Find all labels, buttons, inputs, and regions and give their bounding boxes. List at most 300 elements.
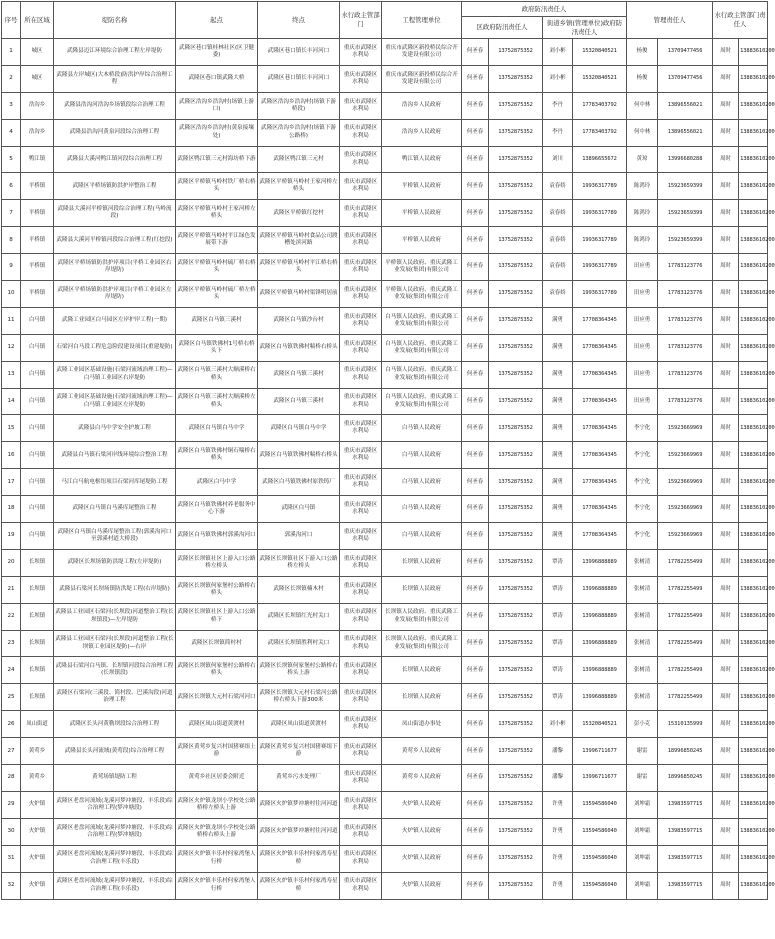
cell-end: 武隆区鸭江镇三元村 <box>258 146 340 173</box>
cell-start: 武隆区火炉镇龙坝小学校处公路桥桥左桥头上游 <box>176 791 258 818</box>
cell-street-name: 刘小彬 <box>543 39 573 66</box>
cell-water-resp-name: 周时 <box>713 791 739 818</box>
cell-county: 长坝镇 <box>21 657 54 684</box>
cell-water-resp-phone: 13883610200 <box>739 576 768 603</box>
cell-water-resp-phone: 13883610200 <box>739 307 768 334</box>
table-header <box>2 2 768 39</box>
table-row <box>2 630 768 657</box>
cell-street-phone: 13594586040 <box>573 845 627 872</box>
cell-end: 武隆区平桥镇红挖村 <box>258 200 340 227</box>
cell-county: 白马镇 <box>21 361 54 388</box>
cell-mgmt-unit: 长坝镇人民政府、重庆武隆工业发展(集团)有限公司 <box>382 603 462 630</box>
cell-seq: 16 <box>2 442 21 469</box>
cell-street-phone: 19936317789 <box>573 281 627 308</box>
cell-seq: 13 <box>2 361 21 388</box>
cell-manager-name: 张树清 <box>627 549 658 576</box>
cell-end: 武隆区白马镇铁佛村喘桥右桥头 <box>258 334 340 361</box>
cell-district-name: 何圣春 <box>462 549 489 576</box>
table-row <box>2 146 768 173</box>
cell-district-phone: 13752875352 <box>489 334 543 361</box>
cell-water-resp-name: 周时 <box>713 227 739 254</box>
table-row <box>2 496 768 523</box>
cell-start: 武隆区长坝镇简村村 <box>176 630 258 657</box>
table-row <box>2 603 768 630</box>
cell-water-resp-phone: 13883610200 <box>739 39 768 66</box>
cell-name: 武隆区长头河黄勒坝段综合治理工程 <box>54 711 176 738</box>
cell-start: 武隆区凤山街道黄渡村 <box>176 711 258 738</box>
cell-county: 浩沟乡 <box>21 92 54 119</box>
cell-county: 白马镇 <box>21 442 54 469</box>
cell-seq: 18 <box>2 496 21 523</box>
cell-start: 武隆区火炉镇丰乐村何家湾堡人行桥 <box>176 845 258 872</box>
table-row <box>2 523 768 550</box>
cell-county: 长坝镇 <box>21 576 54 603</box>
cell-district-phone: 13752875352 <box>489 684 543 711</box>
table-row <box>2 227 768 254</box>
cell-water-resp-name: 周时 <box>713 496 739 523</box>
cell-mgmt-unit: 白马镇人民政府、重庆武隆工业发展(集团)有限公司 <box>382 307 462 334</box>
cell-seq: 30 <box>2 818 21 845</box>
header-start: 起点 <box>176 2 258 39</box>
cell-county: 火炉镇 <box>21 872 54 899</box>
cell-district-name: 何圣春 <box>462 200 489 227</box>
cell-name: 武隆县石梁河白马镇、长坝镇河段综合治理工程(长坝镇段) <box>54 657 176 684</box>
cell-start: 武隆区平桥镇马岭村硫厂桥右桥头 <box>176 254 258 281</box>
cell-seq: 9 <box>2 254 21 281</box>
cell-street-phone: 13996711677 <box>573 765 627 792</box>
cell-mgmt-unit: 浩沟乡人民政府 <box>382 92 462 119</box>
cell-water-resp-name: 周时 <box>713 845 739 872</box>
cell-water-resp-phone: 13883610200 <box>739 523 768 550</box>
cell-manager-name: 杨俊 <box>627 65 658 92</box>
cell-water-resp-name: 周时 <box>713 254 739 281</box>
cell-water-resp-phone: 13883610200 <box>739 603 768 630</box>
cell-water-dept: 重庆市武隆区水利局 <box>340 65 382 92</box>
cell-water-resp-phone: 13883610200 <box>739 173 768 200</box>
cell-district-name: 何圣春 <box>462 603 489 630</box>
cell-district-name: 何圣春 <box>462 92 489 119</box>
cell-county: 白马镇 <box>21 334 54 361</box>
cell-water-resp-phone: 13883610200 <box>739 630 768 657</box>
cell-street-phone: 19936317789 <box>573 200 627 227</box>
cell-manager-name: 刘坤霜 <box>627 818 658 845</box>
cell-street-name: 许勇 <box>543 791 573 818</box>
cell-district-phone: 13752875352 <box>489 657 543 684</box>
cell-name: 武隆县白马中学安全护坡工程 <box>54 415 176 442</box>
cell-seq: 32 <box>2 872 21 899</box>
cell-county: 长坝镇 <box>21 684 54 711</box>
cell-water-resp-name: 周时 <box>713 415 739 442</box>
cell-end: 武隆区火炉镇梦冲塘村往河河道 <box>258 791 340 818</box>
cell-name: 武隆区石梁河(三溪段、简村段、巴溪沟段)河道治理工程 <box>54 684 176 711</box>
cell-start: 武隆区白马镇三溪村 <box>176 307 258 334</box>
cell-street-name: 潘黎 <box>543 738 573 765</box>
cell-county: 平桥镇 <box>21 281 54 308</box>
cell-water-resp-name: 周时 <box>713 92 739 119</box>
cell-seq: 22 <box>2 603 21 630</box>
cell-name: 武隆县浩沟河浩沟乡场镇段综合治理工程 <box>54 92 176 119</box>
cell-end: 武隆区平桥镇马岭村平江桥右桥头 <box>258 254 340 281</box>
cell-manager-name: 黄琼 <box>627 146 658 173</box>
cell-manager-phone: 17782255499 <box>658 603 713 630</box>
cell-district-phone: 13752875352 <box>489 442 543 469</box>
cell-county: 浩沟乡 <box>21 119 54 146</box>
cell-water-resp-name: 周时 <box>713 711 739 738</box>
cell-manager-name: 田应勇 <box>627 361 658 388</box>
cell-water-dept: 重庆市武隆区水利局 <box>340 39 382 66</box>
cell-street-phone: 17708364345 <box>573 388 627 415</box>
cell-street-name: 覃涛 <box>543 630 573 657</box>
cell-county: 白马镇 <box>21 523 54 550</box>
cell-street-name: 刘小彬 <box>543 65 573 92</box>
cell-water-resp-phone: 13883610200 <box>739 442 768 469</box>
cell-water-dept: 重庆市武隆区水利局 <box>340 254 382 281</box>
cell-water-dept: 重庆市武隆区水利局 <box>340 523 382 550</box>
cell-manager-name: 谢雷 <box>627 738 658 765</box>
cell-mgmt-unit: 凤山街道办事处 <box>382 711 462 738</box>
cell-district-name: 何圣春 <box>462 415 489 442</box>
cell-district-phone: 13752875352 <box>489 254 543 281</box>
cell-street-phone: 17708364345 <box>573 415 627 442</box>
cell-start: 武隆区平桥镇马岭村硫厂桥左桥头 <box>176 281 258 308</box>
cell-street-name: 袁春娇 <box>543 173 573 200</box>
cell-water-dept: 重庆市武隆区水利局 <box>340 872 382 899</box>
cell-district-phone: 13752875352 <box>489 845 543 872</box>
cell-district-name: 何圣春 <box>462 173 489 200</box>
cell-water-dept: 重庆市武隆区水利局 <box>340 469 382 496</box>
cell-water-dept: 重庆市武隆区水利局 <box>340 442 382 469</box>
cell-water-resp-phone: 13883610200 <box>739 281 768 308</box>
cell-district-name: 何圣春 <box>462 146 489 173</box>
cell-street-name: 覃涛 <box>543 684 573 711</box>
cell-manager-name: 李宁化 <box>627 415 658 442</box>
cell-name: 武隆县左岸城区(大木桥段)防洪护岸综合治理工程 <box>54 65 176 92</box>
cell-street-name: 潘黎 <box>543 765 573 792</box>
cell-manager-name: 张树清 <box>627 576 658 603</box>
cell-start: 黄莺乡社区居委会附近 <box>176 765 258 792</box>
cell-water-dept: 重庆市武隆区水利局 <box>340 119 382 146</box>
cell-name: 马江白马航电枢纽项目石梁河库尾堤防工程 <box>54 469 176 496</box>
cell-district-phone: 13752875352 <box>489 523 543 550</box>
cell-start: 武隆区火炉镇龙坝小学校处公路桥桥右桥头上游 <box>176 818 258 845</box>
cell-start: 武隆区长坝镇社区上游入口公路桥左桥头 <box>176 549 258 576</box>
cell-water-resp-name: 周时 <box>713 469 739 496</box>
cell-name: 武隆区长坝场镇防洪堤工程(左岸堤防) <box>54 549 176 576</box>
table-row <box>2 415 768 442</box>
table-row <box>2 173 768 200</box>
table-row <box>2 334 768 361</box>
cell-district-phone: 13752875352 <box>489 39 543 66</box>
cell-end: 武隆区白马镇铁佛村原铁铸厂 <box>258 469 340 496</box>
cell-district-phone: 13752875352 <box>489 738 543 765</box>
cell-seq: 15 <box>2 415 21 442</box>
cell-district-name: 何圣春 <box>462 523 489 550</box>
cell-water-dept: 重庆市武隆区水利局 <box>340 415 382 442</box>
cell-seq: 4 <box>2 119 21 146</box>
cell-manager-name: 张树清 <box>627 630 658 657</box>
cell-end: 武隆区长坝镇大元村石梁河公路桥右桥头下游300米 <box>258 684 340 711</box>
cell-street-phone: 17708364345 <box>573 307 627 334</box>
cell-end: 武隆区黄莺乡复兴村国猪赛组下游 <box>258 738 340 765</box>
cell-seq: 6 <box>2 173 21 200</box>
cell-start: 武隆区白马镇铁佛村养老服务中心下游 <box>176 496 258 523</box>
cell-end: 武隆区浩沟乡浩沟村(场镇下游公路桥) <box>258 119 340 146</box>
cell-seq: 5 <box>2 146 21 173</box>
cell-manager-phone: 17782255499 <box>658 657 713 684</box>
cell-manager-name: 李宁化 <box>627 523 658 550</box>
cell-manager-name: 田应勇 <box>627 307 658 334</box>
cell-manager-name: 刘坤霜 <box>627 791 658 818</box>
cell-manager-phone: 15923659399 <box>658 173 713 200</box>
table-row <box>2 65 768 92</box>
cell-district-name: 何圣春 <box>462 227 489 254</box>
cell-water-dept: 重庆市武隆区水利局 <box>340 845 382 872</box>
cell-water-resp-name: 周时 <box>713 442 739 469</box>
cell-mgmt-unit: 火炉镇人民政府 <box>382 872 462 899</box>
cell-manager-name: 田应勇 <box>627 281 658 308</box>
cell-manager-phone: 15923659399 <box>658 200 713 227</box>
table-row <box>2 549 768 576</box>
cell-name: 武隆区白马镇白马溪库尾整治工程 <box>54 496 176 523</box>
cell-mgmt-unit: 平桥镇人民政府 <box>382 227 462 254</box>
cell-mgmt-unit: 黄莺乡人民政府 <box>382 765 462 792</box>
cell-end: 武隆区凤山街道黄渡村 <box>258 711 340 738</box>
cell-water-resp-phone: 13883610200 <box>739 738 768 765</box>
cell-end: 武隆区平桥镇马岭村食品公司渡槽处滨河路 <box>258 227 340 254</box>
cell-mgmt-unit: 白马镇人民政府、重庆武隆工业发展(集团)有限公司 <box>382 334 462 361</box>
cell-manager-phone: 15923669969 <box>658 415 713 442</box>
cell-water-resp-phone: 13883610200 <box>739 872 768 899</box>
cell-name: 武隆工业园区白马园区左岸护岸工程(一期) <box>54 307 176 334</box>
cell-water-resp-phone: 13883610200 <box>739 791 768 818</box>
levee-responsibility-table <box>1 1 775 900</box>
cell-street-phone: 15320840521 <box>573 39 627 66</box>
cell-end: 武隆区白马镇 <box>258 496 340 523</box>
cell-county: 平桥镇 <box>21 254 54 281</box>
cell-district-name: 何圣春 <box>462 496 489 523</box>
header-mgmt-unit: 工程管理单位 <box>382 2 462 39</box>
cell-district-name: 何圣春 <box>462 818 489 845</box>
cell-water-dept: 重庆市武隆区水利局 <box>340 684 382 711</box>
cell-manager-phone: 15923669969 <box>658 496 713 523</box>
cell-street-name: 李丹 <box>543 92 573 119</box>
cell-manager-name: 陈鸿玲 <box>627 173 658 200</box>
cell-end: 武隆区白马镇三溪村 <box>258 361 340 388</box>
cell-county: 黄莺乡 <box>21 765 54 792</box>
cell-water-dept: 重庆市武隆区水利局 <box>340 738 382 765</box>
cell-water-dept: 重庆市武隆区水利局 <box>340 173 382 200</box>
cell-street-phone: 19936317789 <box>573 254 627 281</box>
cell-water-resp-phone: 13883610200 <box>739 469 768 496</box>
cell-manager-phone: 13709477456 <box>658 39 713 66</box>
cell-mgmt-unit: 长坝镇人民政府 <box>382 657 462 684</box>
cell-water-dept: 重庆市武隆区水利局 <box>340 576 382 603</box>
cell-name: 武隆县工业园区石梁河(长坝段)河道整治工程(长坝镇工业园区堤防)—右岸 <box>54 630 176 657</box>
cell-water-resp-name: 周时 <box>713 146 739 173</box>
cell-manager-phone: 17783123776 <box>658 388 713 415</box>
cell-street-phone: 13996888889 <box>573 549 627 576</box>
cell-water-dept: 重庆市武隆区水利局 <box>340 549 382 576</box>
cell-end: 武隆区长坝镇何家堡村公路桥右桥头上游 <box>258 657 340 684</box>
cell-start: 武隆区浩沟乡浩沟村(场镇上游口) <box>176 92 258 119</box>
cell-mgmt-unit: 长坝镇人民政府 <box>382 684 462 711</box>
cell-start: 武隆区鸭江镇三元村海坊桥下游 <box>176 146 258 173</box>
cell-district-phone: 13752875352 <box>489 146 543 173</box>
table-row <box>2 92 768 119</box>
cell-street-name: 刘川 <box>543 146 573 173</box>
cell-start: 武隆区长坝镇何家堡村公路桥右桥头 <box>176 657 258 684</box>
cell-end: 武隆区白马镇铁佛村喘桥右桥头 <box>258 442 340 469</box>
cell-seq: 24 <box>2 657 21 684</box>
cell-street-phone: 17783403792 <box>573 119 627 146</box>
cell-street-name: 覃涛 <box>543 549 573 576</box>
cell-water-resp-phone: 13883610200 <box>739 549 768 576</box>
cell-seq: 12 <box>2 334 21 361</box>
cell-district-phone: 13752875352 <box>489 630 543 657</box>
cell-water-dept: 重庆市武隆区水利局 <box>340 603 382 630</box>
cell-district-name: 何圣春 <box>462 711 489 738</box>
cell-water-resp-phone: 13883610200 <box>739 227 768 254</box>
cell-name: 黄莺场镇堤防工程 <box>54 765 176 792</box>
cell-manager-phone: 13983597715 <box>658 791 713 818</box>
cell-water-resp-phone: 13883610200 <box>739 496 768 523</box>
cell-manager-phone: 17782255499 <box>658 630 713 657</box>
cell-street-name: 满勇 <box>543 388 573 415</box>
cell-street-name: 满勇 <box>543 415 573 442</box>
cell-water-dept: 重庆市武隆区水利局 <box>340 791 382 818</box>
cell-street-phone: 17708364345 <box>573 334 627 361</box>
cell-start: 武隆区浩沟乡浩沟村(黄泉接壤处) <box>176 119 258 146</box>
cell-name: 武隆县工业园区石梁河(长坝段)河道整治工程(长坝镇段)—左岸堤防 <box>54 603 176 630</box>
cell-mgmt-unit: 火炉镇人民政府 <box>382 791 462 818</box>
cell-name: 武隆县大溪河鸭江镇河段综合治理工程 <box>54 146 176 173</box>
cell-water-resp-name: 周时 <box>713 684 739 711</box>
header-end: 终点 <box>258 2 340 39</box>
cell-water-resp-phone: 13883610200 <box>739 765 768 792</box>
cell-name: 石梁河白马段工程危急险段建设项目(重建堤防) <box>54 334 176 361</box>
cell-name: 武隆区老盘河流域(龙溪河梦冲塘段、丰乐段)综合治理工程(梦冲塘段) <box>54 818 176 845</box>
cell-district-phone: 13752875352 <box>489 818 543 845</box>
cell-district-name: 何圣春 <box>462 765 489 792</box>
cell-manager-name: 田应勇 <box>627 334 658 361</box>
cell-end: 武隆区白马镇沙台村 <box>258 307 340 334</box>
cell-start: 武隆区平桥镇马岭村王家河桥左桥头 <box>176 200 258 227</box>
table-row <box>2 200 768 227</box>
cell-manager-name: 张树清 <box>627 657 658 684</box>
cell-water-dept: 重庆市武隆区水利局 <box>340 361 382 388</box>
cell-end: 武隆区长坝镇红光村关口 <box>258 603 340 630</box>
cell-manager-phone: 15923669969 <box>658 469 713 496</box>
cell-water-resp-phone: 13883610200 <box>739 200 768 227</box>
header-seq: 序号 <box>2 2 21 39</box>
cell-start: 武隆区长坝镇何家堡村公路桥右桥头 <box>176 576 258 603</box>
header-water-resp: 水行政主管部门责任人 <box>713 2 768 39</box>
cell-water-resp-name: 周时 <box>713 818 739 845</box>
header-name: 堤防名称 <box>54 2 176 39</box>
cell-district-phone: 13752875352 <box>489 576 543 603</box>
cell-county: 白马镇 <box>21 307 54 334</box>
cell-county: 白马镇 <box>21 469 54 496</box>
cell-district-phone: 13752875352 <box>489 791 543 818</box>
cell-county: 白马镇 <box>21 415 54 442</box>
cell-water-dept: 重庆市武隆区水利局 <box>340 92 382 119</box>
cell-mgmt-unit: 白马镇人民政府 <box>382 415 462 442</box>
cell-street-name: 李丹 <box>543 119 573 146</box>
cell-manager-phone: 13983597715 <box>658 872 713 899</box>
cell-seq: 11 <box>2 307 21 334</box>
cell-start: 武隆区巷口镇武隆大桥 <box>176 65 258 92</box>
table-row <box>2 657 768 684</box>
cell-manager-phone: 13709477456 <box>658 65 713 92</box>
cell-district-name: 何圣春 <box>462 334 489 361</box>
cell-water-resp-phone: 13883610200 <box>739 415 768 442</box>
cell-seq: 19 <box>2 523 21 550</box>
cell-end: 武隆区平桥镇马岭村渠锋明居前 <box>258 281 340 308</box>
cell-manager-phone: 17783123776 <box>658 281 713 308</box>
cell-district-phone: 13752875352 <box>489 65 543 92</box>
cell-manager-phone: 13996680288 <box>658 146 713 173</box>
cell-district-phone: 13752875352 <box>489 361 543 388</box>
table-row <box>2 254 768 281</box>
cell-water-resp-name: 周时 <box>713 738 739 765</box>
cell-start: 武隆区白马中学 <box>176 469 258 496</box>
cell-district-phone: 13752875352 <box>489 388 543 415</box>
cell-street-name: 满勇 <box>543 469 573 496</box>
cell-district-phone: 13752875352 <box>489 765 543 792</box>
cell-street-name: 袁春娇 <box>543 200 573 227</box>
cell-district-name: 何圣春 <box>462 388 489 415</box>
table-row <box>2 281 768 308</box>
cell-manager-phone: 17782255499 <box>658 549 713 576</box>
cell-mgmt-unit: 长坝镇人民政府、重庆武隆工业发展(集团)有限公司 <box>382 630 462 657</box>
cell-end: 武隆区浩沟乡浩沟村(场镇下游桥段) <box>258 92 340 119</box>
cell-street-name: 覃涛 <box>543 657 573 684</box>
cell-water-resp-name: 周时 <box>713 281 739 308</box>
cell-street-phone: 13594586040 <box>573 791 627 818</box>
cell-water-resp-name: 周时 <box>713 388 739 415</box>
cell-end: 郭溪沟河口 <box>258 523 340 550</box>
cell-county: 长坝镇 <box>21 630 54 657</box>
table-row <box>2 684 768 711</box>
cell-mgmt-unit: 鸭江镇人民政府 <box>382 146 462 173</box>
cell-seq: 14 <box>2 388 21 415</box>
cell-name: 武隆区平桥场镇防洪护岸项目(平桥工业园区右岸堤防) <box>54 254 176 281</box>
cell-county: 平桥镇 <box>21 227 54 254</box>
cell-street-name: 许勇 <box>543 818 573 845</box>
cell-seq: 8 <box>2 227 21 254</box>
cell-manager-name: 何中林 <box>627 119 658 146</box>
cell-start: 武隆区白马镇铁佛村1号桥右桥头下 <box>176 334 258 361</box>
cell-county: 黄莺乡 <box>21 738 54 765</box>
cell-county: 长坝镇 <box>21 549 54 576</box>
cell-name: 武隆县石梁河长坝场镇防洪堤工程(右岸堤防) <box>54 576 176 603</box>
cell-mgmt-unit: 白马镇人民政府、重庆武隆工业发展(集团)有限公司 <box>382 388 462 415</box>
cell-district-name: 何圣春 <box>462 39 489 66</box>
cell-district-name: 何圣春 <box>462 307 489 334</box>
cell-district-name: 何圣春 <box>462 254 489 281</box>
cell-manager-name: 刘坤霜 <box>627 872 658 899</box>
cell-manager-phone: 13896556021 <box>658 92 713 119</box>
cell-water-dept: 重庆市武隆区水利局 <box>340 334 382 361</box>
cell-manager-phone: 17782255499 <box>658 684 713 711</box>
cell-manager-name: 田应勇 <box>627 388 658 415</box>
cell-end: 武隆区长坝镇楠木村 <box>258 576 340 603</box>
cell-street-name: 满勇 <box>543 523 573 550</box>
cell-county: 城区 <box>21 65 54 92</box>
cell-district-name: 何圣春 <box>462 872 489 899</box>
cell-manager-phone: 17782255499 <box>658 576 713 603</box>
cell-name: 武隆县迈江环境综合治理工程左岸堤防 <box>54 39 176 66</box>
